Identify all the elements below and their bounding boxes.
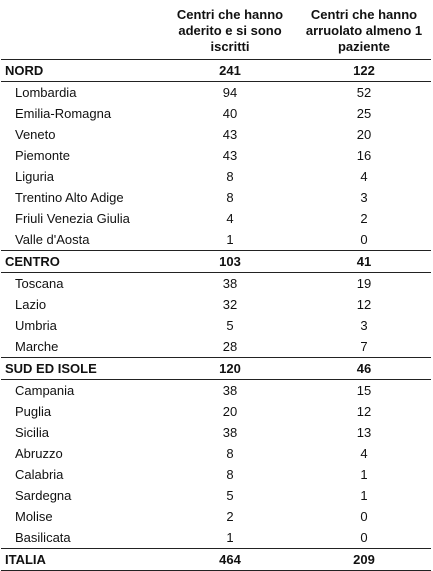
centri-aderito-value: 5 [226,318,234,333]
centri-aderito-value: 464 [163,549,297,571]
region-name: Veneto [15,127,56,142]
region-name: Molise [15,509,53,524]
table-row [1,124,431,145]
region-name: Piemonte [15,148,70,163]
centri-aderito-value: 120 [163,358,297,380]
region-name: Emilia-Romagna [15,106,112,121]
group-row [1,358,431,380]
region-name: Sardegna [15,488,72,503]
centri-arruolato-value: 1 [360,488,368,503]
region-name: Valle d'Aosta [15,232,90,247]
centri-arruolato-value: 12 [356,297,372,312]
table-row [1,229,431,251]
table-row [1,208,431,229]
table-row [1,443,431,464]
centri-arruolato-value: 1 [360,467,368,482]
table-row [1,485,431,506]
centri-arruolato-value: 4 [360,169,368,184]
centri-aderito-value: 28 [222,339,238,354]
centri-arruolato-value: 0 [360,509,368,524]
table-row [1,187,431,208]
header-region [1,2,163,60]
centri-arruolato-value: 15 [356,383,372,398]
centri-arruolato-value: 2 [360,211,368,226]
region-name: CENTRO [1,251,163,273]
table-row [1,273,431,295]
region-name: Friuli Venezia Giulia [15,211,130,226]
centri-aderito-value: 40 [222,106,238,121]
centri-arruolato-value: 209 [297,549,431,571]
centri-arruolato-value: 52 [356,85,372,100]
centri-aderito-value: 43 [222,127,238,142]
table-row [1,464,431,485]
region-name: Marche [15,339,59,354]
centri-aderito-value: 2 [226,509,234,524]
table-row [1,82,431,104]
centri-aderito-value: 8 [226,190,234,205]
centri-arruolato-value: 13 [356,425,372,440]
header-row [1,2,431,60]
region-name: Basilicata [15,530,71,545]
region-name: SUD ED ISOLE [1,358,163,380]
region-name: Lombardia [15,85,77,100]
centri-aderito-value: 38 [222,383,238,398]
table-row [1,315,431,336]
region-name: Abruzzo [15,446,63,461]
centri-aderito-value: 8 [226,467,234,482]
centri-aderito-value: 94 [222,85,238,100]
region-name: Toscana [15,276,64,291]
centri-arruolato-value: 16 [356,148,372,163]
region-name: NORD [1,60,163,82]
region-name: Trentino Alto Adige [15,190,124,205]
region-name: Puglia [15,404,52,419]
centri-aderito-value: 241 [163,60,297,82]
region-name: Calabria [15,467,64,482]
table-row [1,422,431,443]
centri-arruolato-value: 20 [356,127,372,142]
total-row [1,549,431,571]
centri-arruolato-value: 25 [356,106,372,121]
region-name: Umbria [15,318,57,333]
centri-arruolato-value: 19 [356,276,372,291]
centri-aderito-value: 1 [226,530,234,545]
centri-aderito-value: 43 [222,148,238,163]
group-row [1,60,431,82]
centri-arruolato-value: 3 [360,190,368,205]
group-row [1,251,431,273]
centri-arruolato-value: 41 [297,251,431,273]
table-row [1,103,431,124]
centri-aderito-value: 8 [226,169,234,184]
table-row [1,401,431,422]
centri-arruolato-value: 12 [356,404,372,419]
centri-arruolato-value: 7 [360,339,368,354]
region-name: Lazio [15,297,47,312]
header-centri-arruolato: Centri che hanno arruolato almeno 1 paziente [297,2,431,60]
region-name: Sicilia [15,425,49,440]
table-row [1,166,431,187]
centri-arruolato-value: 0 [360,232,368,247]
table-body [1,60,431,571]
centri-arruolato-value: 3 [360,318,368,333]
centri-aderito-value: 5 [226,488,234,503]
table-row [1,527,431,549]
table-row [1,506,431,527]
table-row [1,145,431,166]
table-row [1,380,431,402]
header-centri-aderito: Centri che hanno aderito e si sono iscritti [163,2,297,60]
centri-aderito-value: 103 [163,251,297,273]
centri-arruolato-value: 122 [297,60,431,82]
centri-aderito-value: 4 [226,211,234,226]
centri-arruolato-value: 0 [360,530,368,545]
centri-aderito-value: 8 [226,446,234,461]
centri-aderito-value: 32 [222,297,238,312]
region-name: Liguria [15,169,55,184]
centri-arruolato-value: 4 [360,446,368,461]
centers-table [1,2,431,571]
table-row [1,336,431,358]
centri-arruolato-value: 46 [297,358,431,380]
region-name: ITALIA [1,549,163,571]
table-row [1,294,431,315]
region-name: Campania [15,383,75,398]
centri-aderito-value: 1 [226,232,234,247]
centri-aderito-value: 38 [222,276,238,291]
centri-aderito-value: 20 [222,404,238,419]
centri-aderito-value: 38 [222,425,238,440]
